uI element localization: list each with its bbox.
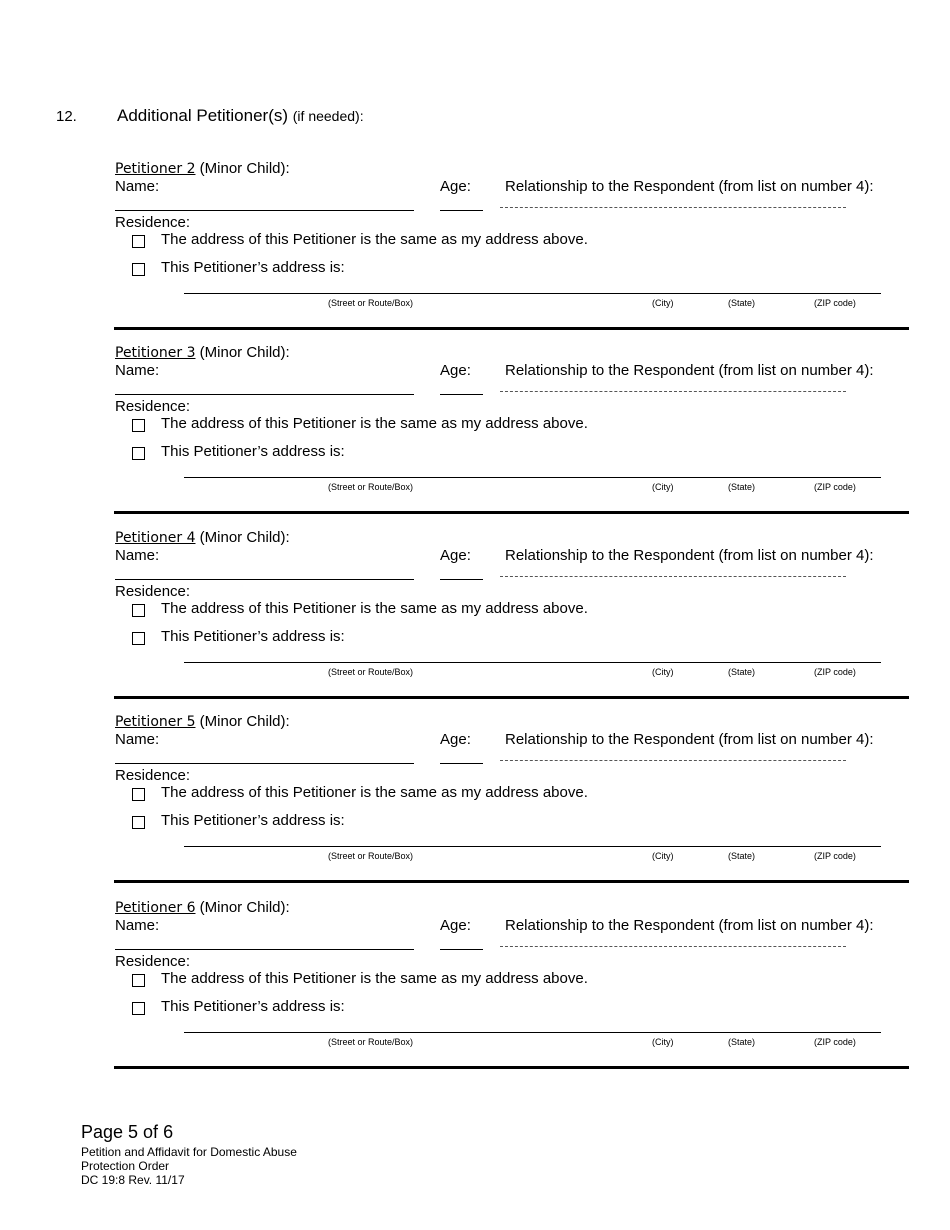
name-label: Name:	[115, 547, 160, 564]
other-address-label: This Petitioner’s address is:	[161, 628, 345, 645]
address-field[interactable]	[184, 662, 881, 663]
residence-label: Residence:	[115, 214, 191, 231]
petitioner-number: Petitioner 4	[115, 530, 196, 546]
other-address-label: This Petitioner’s address is:	[161, 998, 345, 1015]
city-caption: (City)	[652, 851, 674, 861]
relationship-field[interactable]	[500, 946, 846, 947]
form-code: DC 19:8 Rev. 11/17	[81, 1173, 185, 1187]
age-label: Age:	[440, 731, 471, 748]
petitioner-heading	[115, 344, 290, 361]
street-caption: (Street or Route/Box)	[328, 298, 414, 308]
form-title-line-1: Petition and Affidavit for Domestic Abuse	[81, 1145, 297, 1159]
relationship-label: Relationship to the Respondent (from list on number 4):	[505, 547, 874, 564]
section-divider	[114, 1066, 909, 1069]
zip-caption: (ZIP code)	[814, 851, 856, 861]
petitioner-block	[0, 899, 950, 1084]
section-divider	[114, 880, 909, 883]
relationship-label: Relationship to the Respondent (from list on number 4):	[505, 178, 874, 195]
relationship-field[interactable]	[500, 760, 846, 761]
petitioner-heading	[115, 160, 290, 177]
zip-caption: (ZIP code)	[814, 1037, 856, 1047]
section-divider	[114, 327, 909, 330]
same-address-label: The address of this Petitioner is the same as my address above.	[161, 600, 588, 617]
petitioner-heading	[115, 529, 290, 546]
section-title-text: Additional Petitioner(s)	[117, 106, 289, 125]
same-address-label: The address of this Petitioner is the same as my address above.	[161, 231, 588, 248]
address-field[interactable]	[184, 293, 881, 294]
name-field[interactable]	[115, 579, 414, 580]
state-caption: (State)	[728, 667, 756, 677]
section-divider	[114, 511, 909, 514]
other-address-checkbox[interactable]	[132, 632, 145, 645]
petitioner-heading	[115, 899, 290, 916]
residence-label: Residence:	[115, 398, 191, 415]
zip-caption: (ZIP code)	[814, 298, 856, 308]
relationship-label: Relationship to the Respondent (from list on number 4):	[505, 731, 874, 748]
petitioner-block	[0, 713, 950, 898]
section-title	[117, 106, 364, 126]
minor-child-label: (Minor Child):	[199, 899, 290, 916]
street-caption: (Street or Route/Box)	[328, 482, 414, 492]
age-field[interactable]	[440, 210, 483, 211]
residence-label: Residence:	[115, 767, 191, 784]
age-label: Age:	[440, 362, 471, 379]
address-field[interactable]	[184, 1032, 881, 1033]
same-address-label: The address of this Petitioner is the same as my address above.	[161, 970, 588, 987]
age-field[interactable]	[440, 763, 483, 764]
residence-label: Residence:	[115, 953, 191, 970]
minor-child-label: (Minor Child):	[199, 713, 290, 730]
relationship-label: Relationship to the Respondent (from list on number 4):	[505, 917, 874, 934]
section-title-note: (if needed):	[292, 108, 364, 124]
petitioner-number: Petitioner 3	[115, 345, 196, 361]
state-caption: (State)	[728, 298, 756, 308]
zip-caption: (ZIP code)	[814, 482, 856, 492]
city-caption: (City)	[652, 667, 674, 677]
same-address-checkbox[interactable]	[132, 788, 145, 801]
relationship-field[interactable]	[500, 576, 846, 577]
name-field[interactable]	[115, 949, 414, 950]
other-address-checkbox[interactable]	[132, 263, 145, 276]
age-label: Age:	[440, 178, 471, 195]
address-field[interactable]	[184, 477, 881, 478]
same-address-checkbox[interactable]	[132, 974, 145, 987]
age-field[interactable]	[440, 949, 483, 950]
city-caption: (City)	[652, 1037, 674, 1047]
other-address-checkbox[interactable]	[132, 447, 145, 460]
street-caption: (Street or Route/Box)	[328, 667, 414, 677]
name-label: Name:	[115, 917, 160, 934]
city-caption: (City)	[652, 298, 674, 308]
same-address-checkbox[interactable]	[132, 604, 145, 617]
petitioner-number: Petitioner 6	[115, 900, 196, 916]
age-label: Age:	[440, 917, 471, 934]
other-address-label: This Petitioner’s address is:	[161, 259, 345, 276]
relationship-field[interactable]	[500, 207, 846, 208]
page-number: Page 5 of 6	[81, 1122, 174, 1142]
same-address-label: The address of this Petitioner is the same as my address above.	[161, 415, 588, 432]
petitioner-number: Petitioner 2	[115, 161, 196, 177]
other-address-label: This Petitioner’s address is:	[161, 443, 345, 460]
name-field[interactable]	[115, 763, 414, 764]
minor-child-label: (Minor Child):	[199, 344, 290, 361]
age-field[interactable]	[440, 579, 483, 580]
section-number: 12.	[56, 108, 77, 125]
minor-child-label: (Minor Child):	[199, 160, 290, 177]
petitioner-number: Petitioner 5	[115, 714, 196, 730]
state-caption: (State)	[728, 851, 756, 861]
state-caption: (State)	[728, 1037, 756, 1047]
name-field[interactable]	[115, 210, 414, 211]
city-caption: (City)	[652, 482, 674, 492]
relationship-label: Relationship to the Respondent (from list on number 4):	[505, 362, 874, 379]
name-label: Name:	[115, 362, 160, 379]
petitioner-block	[0, 529, 950, 714]
street-caption: (Street or Route/Box)	[328, 851, 414, 861]
same-address-label: The address of this Petitioner is the same as my address above.	[161, 784, 588, 801]
other-address-label: This Petitioner’s address is:	[161, 812, 345, 829]
name-label: Name:	[115, 178, 160, 195]
name-field[interactable]	[115, 394, 414, 395]
same-address-checkbox[interactable]	[132, 419, 145, 432]
same-address-checkbox[interactable]	[132, 235, 145, 248]
petitioner-block	[0, 344, 950, 529]
name-label: Name:	[115, 731, 160, 748]
state-caption: (State)	[728, 482, 756, 492]
relationship-field[interactable]	[500, 391, 846, 392]
street-caption: (Street or Route/Box)	[328, 1037, 414, 1047]
petitioner-block	[0, 160, 950, 345]
age-label: Age:	[440, 547, 471, 564]
other-address-checkbox[interactable]	[132, 1002, 145, 1015]
age-field[interactable]	[440, 394, 483, 395]
other-address-checkbox[interactable]	[132, 816, 145, 829]
petitioner-heading	[115, 713, 290, 730]
section-divider	[114, 696, 909, 699]
residence-label: Residence:	[115, 583, 191, 600]
minor-child-label: (Minor Child):	[199, 529, 290, 546]
address-field[interactable]	[184, 846, 881, 847]
zip-caption: (ZIP code)	[814, 667, 856, 677]
form-title-line-2: Protection Order	[81, 1159, 170, 1173]
